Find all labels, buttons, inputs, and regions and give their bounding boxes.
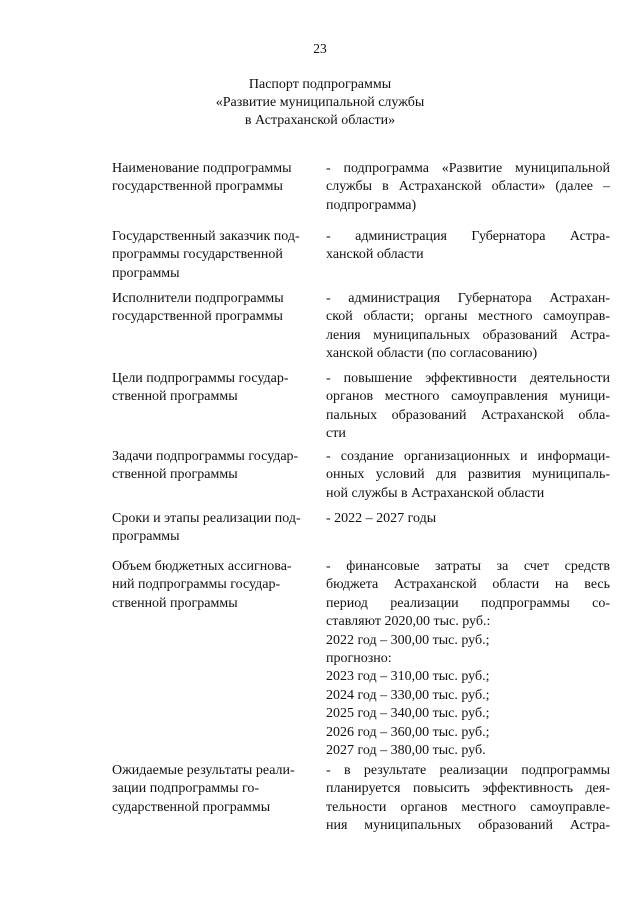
passport-row-budget <box>112 558 612 759</box>
label-line: государственной программы <box>112 179 283 195</box>
label-line: программы <box>112 265 180 281</box>
value-line: 2022 год – 300,00 тыс. руб.; <box>326 632 490 648</box>
value-line: пальных образований Астраханской обла- <box>326 407 610 423</box>
title-line: в Астраханской области» <box>244 113 396 128</box>
value-line: сти <box>326 426 346 442</box>
label-line: Задачи подпрограммы государ- <box>112 449 299 464</box>
value-line: - 2022 – 2027 годы <box>326 511 437 526</box>
row-label <box>112 448 320 485</box>
label-line: зации подпрограммы го- <box>112 781 260 797</box>
row-label <box>112 762 320 817</box>
value-line: 2023 год – 310,00 тыс. руб.; <box>326 669 490 685</box>
row-value <box>326 448 610 503</box>
row-label <box>112 370 320 407</box>
value-line: 2025 год – 340,00 тыс. руб.; <box>326 706 490 722</box>
page-number: 23 <box>313 41 327 56</box>
label-line: Государственный заказчик под- <box>112 229 300 244</box>
label-line: ственной программы <box>112 595 238 611</box>
value-line: ханской области (по согласованию) <box>326 346 538 362</box>
label-line: ственной программы <box>112 389 238 405</box>
passport-row-tasks <box>112 448 612 501</box>
label-line: ственной программы <box>112 467 238 483</box>
row-value <box>326 290 610 364</box>
row-label <box>112 290 320 327</box>
row-label <box>112 228 320 283</box>
value-line: ставляют 2020,00 тыс. руб.: <box>326 614 491 630</box>
value-line: - создание организационных и информаци- <box>326 449 610 464</box>
label-line: Объем бюджетных ассигнова- <box>112 559 292 574</box>
label-line: Исполнители подпрограммы <box>112 291 284 306</box>
passport-row-customer <box>112 228 612 283</box>
value-line: 2026 год – 360,00 тыс. руб.; <box>326 724 490 740</box>
passport-row-terms <box>112 510 612 547</box>
title-line: Паспорт подпрограммы <box>248 77 392 92</box>
value-line: 2024 год – 330,00 тыс. руб.; <box>326 687 490 703</box>
value-line: ния муниципальных образований Астра- <box>326 818 610 834</box>
label-line: программы <box>112 529 180 545</box>
row-value <box>326 370 610 444</box>
label-line: программы государственной <box>112 247 283 263</box>
row-value <box>326 160 610 215</box>
row-label <box>112 160 320 197</box>
value-line: подпрограмма) <box>326 197 417 213</box>
row-value <box>326 228 610 265</box>
value-line: онных условий для развития муниципаль- <box>326 467 610 483</box>
row-label <box>112 558 320 613</box>
value-line: ской области; органы местного самоуправ- <box>326 309 610 325</box>
value-line: тельности органов местного самоуправле- <box>326 799 610 815</box>
passport-row-goals <box>112 370 612 442</box>
row-value <box>326 558 610 760</box>
value-line: - администрация Губернатора Астра- <box>326 229 610 244</box>
label-line: ний подпрограммы государ- <box>112 577 281 593</box>
value-line: 2027 год – 380,00 тыс. руб. <box>326 743 486 759</box>
label-line: государственной программы <box>112 309 283 325</box>
row-value <box>326 510 610 528</box>
row-value <box>326 762 610 836</box>
value-line: период реализации подпрограммы со- <box>326 595 610 611</box>
row-label <box>112 510 320 547</box>
title-line: «Развитие муниципальной службы <box>215 95 425 110</box>
document-title <box>0 76 640 130</box>
value-line: планируется повысить эффективность дея- <box>326 781 610 797</box>
value-line: бюджета Астраханской области на весь <box>326 577 610 593</box>
label-line: Наименование подпрограммы <box>112 161 292 176</box>
value-line: - администрация Губернатора Астрахан- <box>326 291 610 306</box>
value-line: ления муниципальных образований Астра- <box>326 327 610 343</box>
value-line: - повышение эффективности деятельности <box>326 371 610 386</box>
value-line: органов местного самоуправления муници- <box>326 389 610 405</box>
value-line: прогнозно: <box>326 651 392 667</box>
passport-row-results <box>112 762 612 834</box>
passport-row-name <box>112 160 612 213</box>
value-line: - финансовые затраты за счет средств <box>326 559 610 574</box>
label-line: Цели подпрограммы государ- <box>112 371 289 386</box>
passport-row-executors <box>112 290 612 362</box>
label-line: сударственной программы <box>112 799 271 815</box>
value-line: ной службы в Астраханской области <box>326 485 545 501</box>
label-line: Сроки и этапы реализации под- <box>112 511 301 526</box>
value-line: - в результате реализации подпрограммы <box>326 763 610 778</box>
label-line: Ожидаемые результаты реали- <box>112 763 295 778</box>
value-line: - подпрограмма «Развитие муниципальной <box>326 161 610 176</box>
value-line: ханской области <box>326 247 424 263</box>
value-line: службы в Астраханской области» (далее – <box>326 179 610 195</box>
